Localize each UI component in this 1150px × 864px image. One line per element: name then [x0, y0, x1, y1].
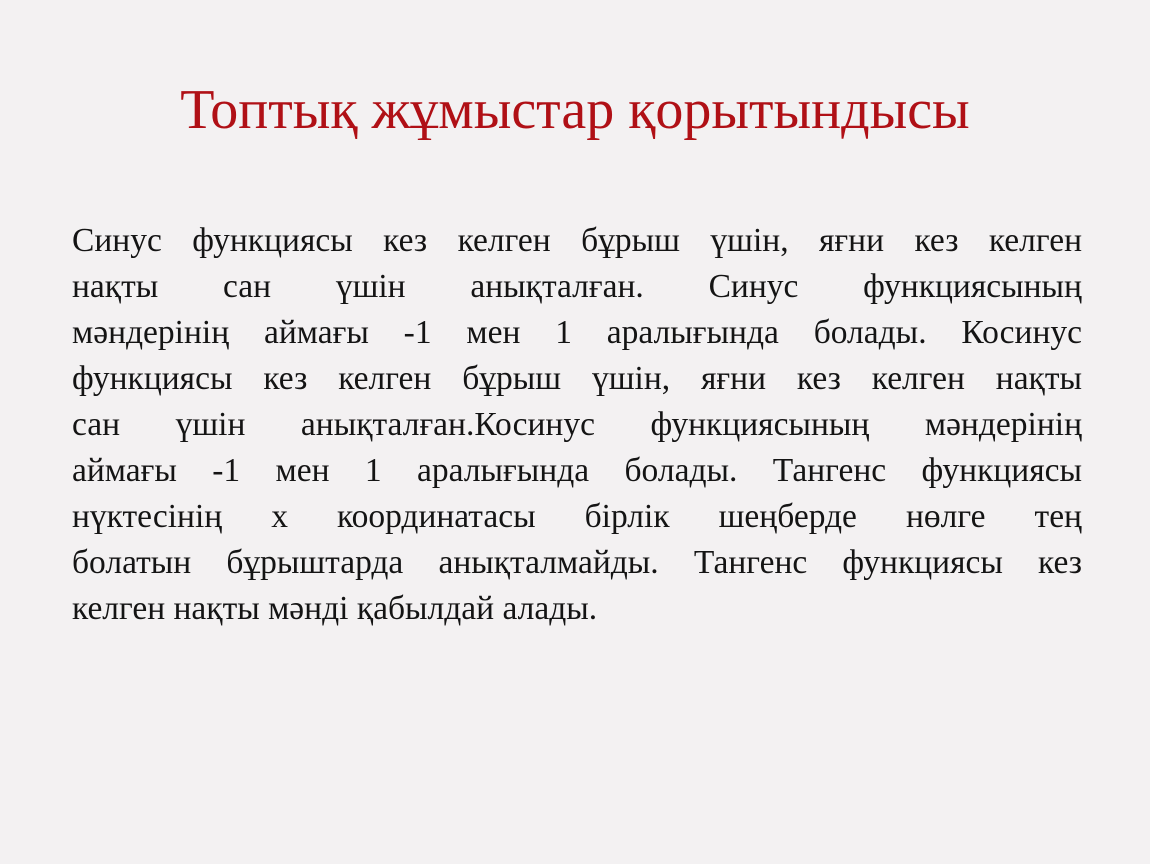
slide-title: Топтық жұмыстар қорытындысы — [180, 79, 970, 141]
body-line: болатын бұрыштарда анықталмайды. Тангенс функциясы кез — [72, 544, 1082, 581]
body-line: аймағы -1 мен 1 аралығында болады. Тангенс функциясы — [72, 452, 1082, 489]
body-line: сан үшін анықталған.Косинус функциясының мәндерінің — [72, 406, 1082, 443]
body-line: Синус функциясы кез келген бұрыш үшін, яғни кез келген — [72, 222, 1082, 259]
body-line: функциясы кез келген бұрыш үшін, яғни кез келген нақты — [72, 360, 1082, 397]
slide-body-text — [72, 218, 1082, 632]
body-line: келген нақты мәнді қабылдай алады. — [72, 590, 598, 627]
body-line: нақты сан үшін анықталған. Синус функциясының — [72, 268, 1082, 305]
body-line: нүктесінің х координатасы бірлік шеңберде нөлге тең — [72, 498, 1082, 535]
body-line: мәндерінің аймағы -1 мен 1 аралығында болады. Косинус — [72, 314, 1082, 351]
